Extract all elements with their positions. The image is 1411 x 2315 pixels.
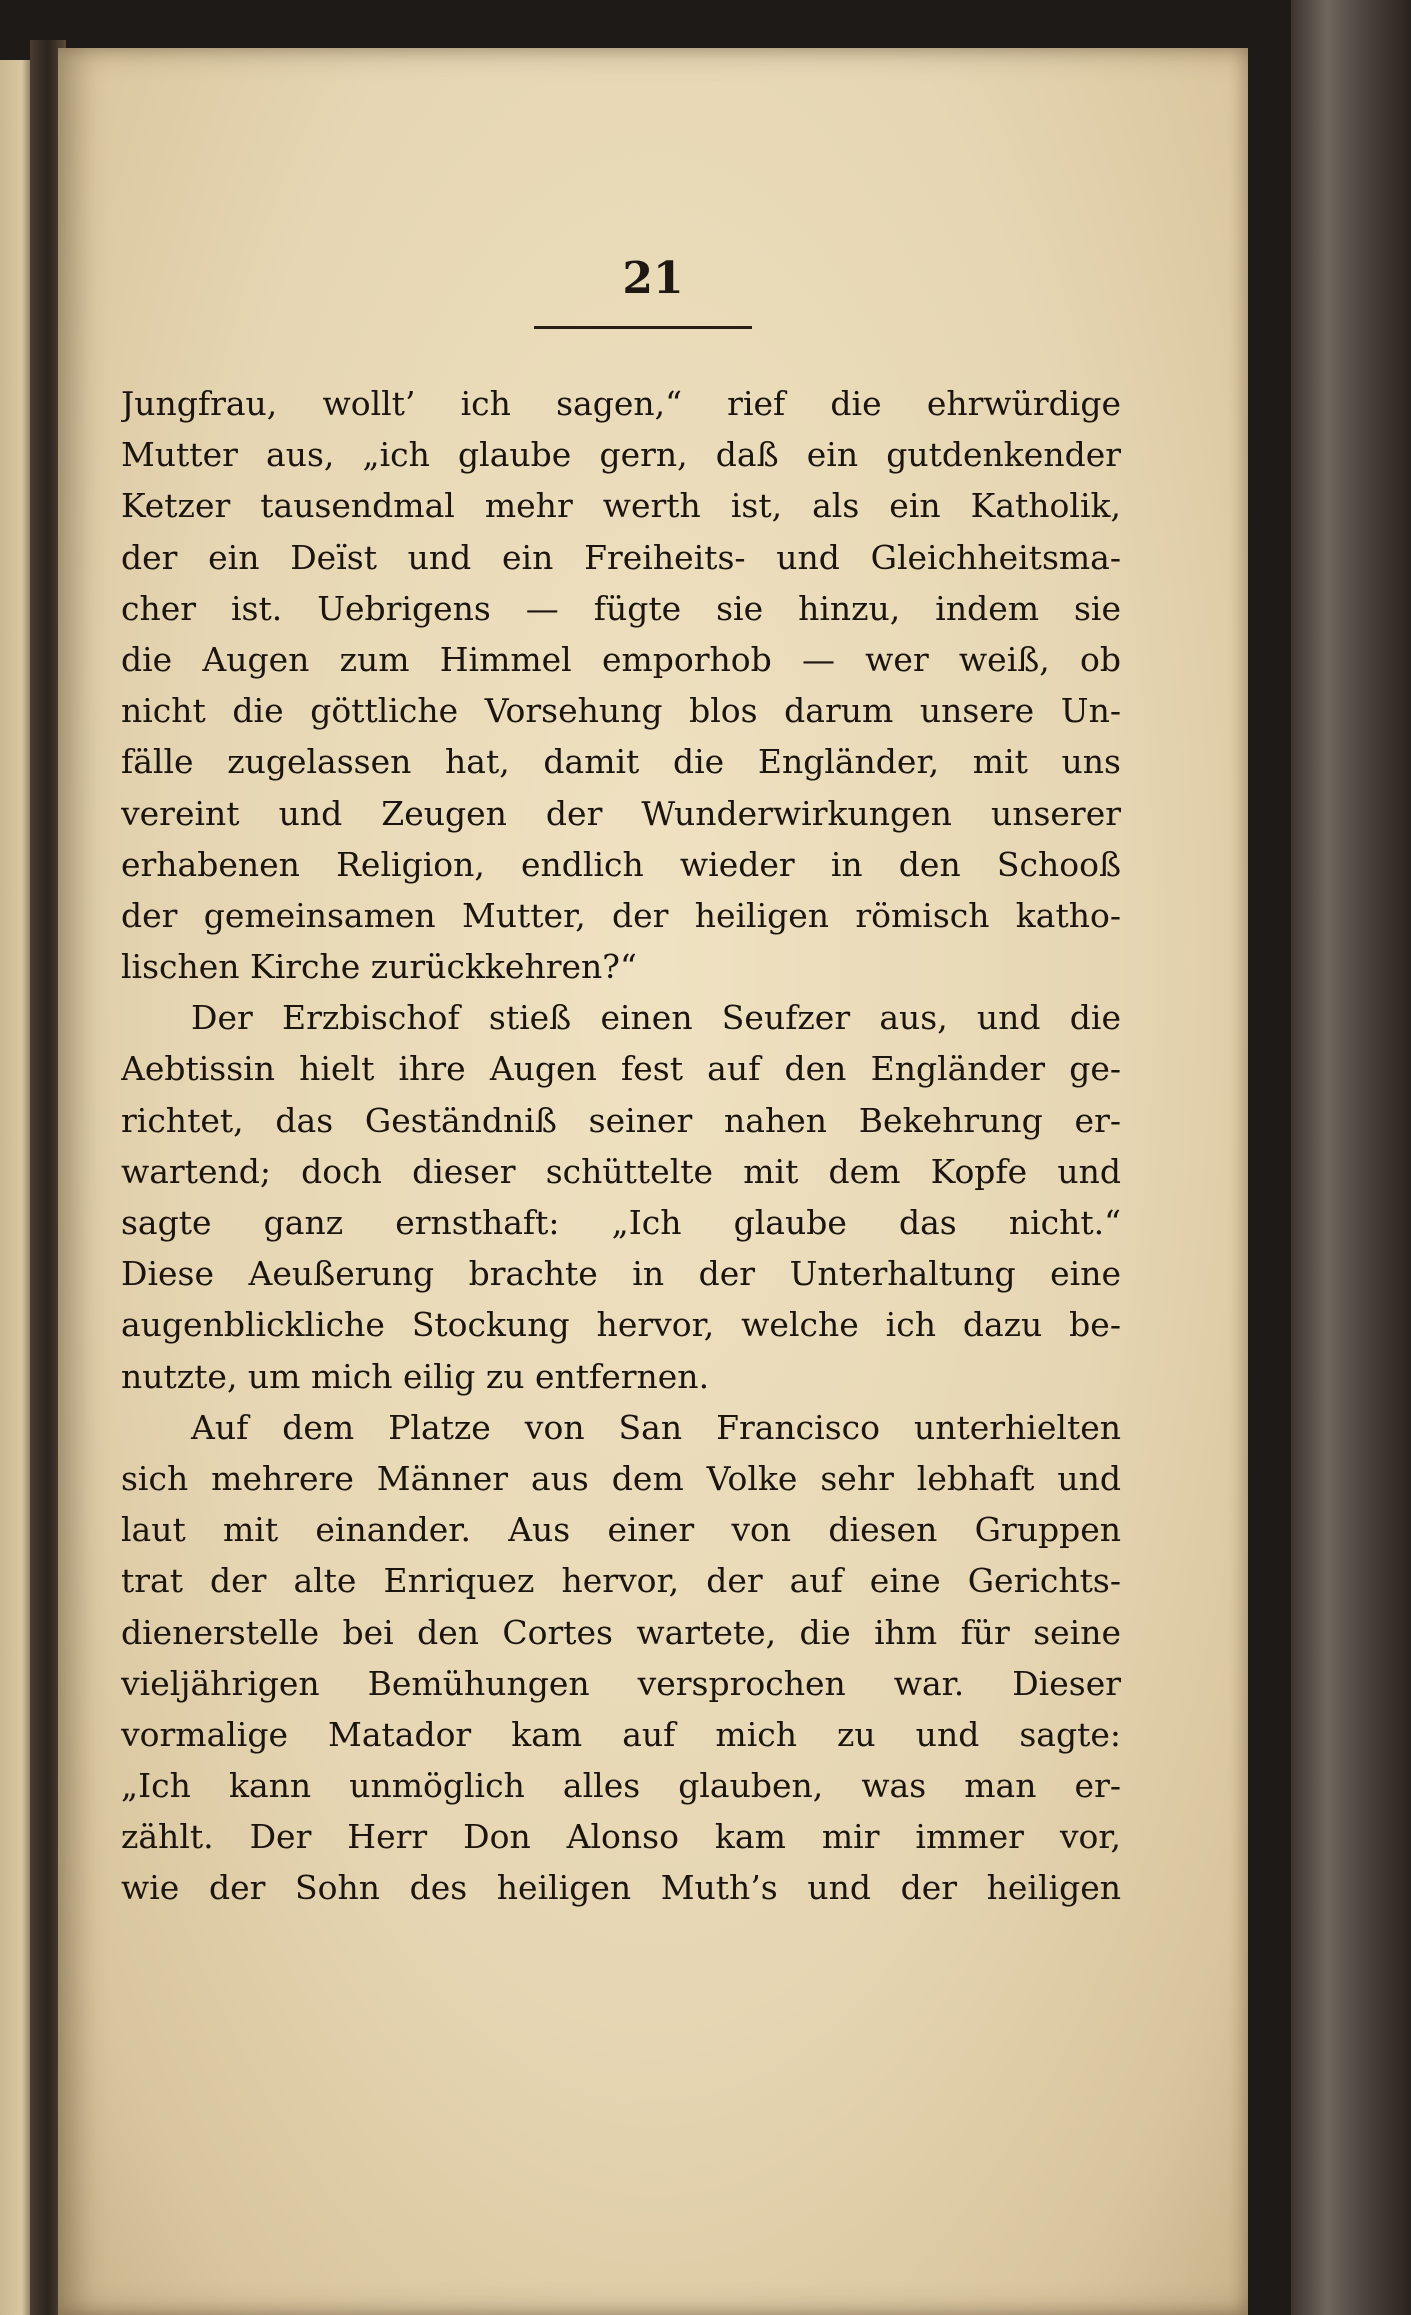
text-line: zählt. Der Herr Don Alonso kam mir immer vor, bbox=[121, 1817, 1121, 1857]
text-line: cher ist. Uebrigens — fügte sie hinzu, indem sie bbox=[121, 588, 1121, 628]
text-line: der ein Deïst und ein Freiheits- und Gleichheitsma- bbox=[121, 537, 1121, 577]
text-line: „Ich kann unmöglich alles glauben, was man er- bbox=[121, 1766, 1121, 1806]
book-cover-edge bbox=[1291, 0, 1411, 2315]
text-line: Ketzer tausendmal mehr werth ist, als ein Katholik, bbox=[121, 486, 1121, 526]
page-number: 21 bbox=[622, 253, 684, 304]
text-line: nicht die göttliche Vorsehung blos darum unsere Un- bbox=[121, 691, 1121, 731]
text-line: richtet, das Geständniß seiner nahen Bekehrung er- bbox=[121, 1100, 1121, 1140]
text-line: laut mit einander. Aus einer von diesen Gruppen bbox=[121, 1510, 1121, 1550]
text-line: erhabenen Religion, endlich wieder in den Schooß bbox=[121, 844, 1121, 884]
text-line: vieljährigen Bemühungen versprochen war. Dieser bbox=[121, 1663, 1121, 1703]
text-line: Jungfrau, wollt’ ich sagen,“ rief die ehrwürdige bbox=[121, 384, 1121, 423]
body-text bbox=[121, 378, 1121, 1914]
text-line: sagte ganz ernsthaft: „Ich glaube das nicht.“ bbox=[121, 1203, 1121, 1242]
text-line: der gemeinsamen Mutter, der heiligen römisch katho- bbox=[121, 895, 1121, 935]
text-line: wie der Sohn des heiligen Muth’s und der heiligen bbox=[121, 1868, 1121, 1908]
text-line: nutzte, um mich eilig zu entfernen. bbox=[121, 1356, 710, 1396]
text-line: die Augen zum Himmel emporhob — wer weiß, ob bbox=[121, 639, 1121, 679]
book-page bbox=[58, 48, 1248, 2315]
text-line: Diese Aeußerung brachte in der Unterhaltung eine bbox=[121, 1254, 1121, 1294]
text-line: augenblickliche Stockung hervor, welche ich dazu be- bbox=[121, 1305, 1121, 1345]
text-line: vormalige Matador kam auf mich zu und sagte: bbox=[121, 1714, 1121, 1754]
text-line: wartend; doch dieser schüttelte mit dem Kopfe und bbox=[121, 1151, 1121, 1191]
text-line: Aebtissin hielt ihre Augen fest auf den Engländer ge- bbox=[121, 1049, 1121, 1089]
text-line: lischen Kirche zurückkehren?“ bbox=[121, 947, 637, 987]
text-line: dienerstelle bei den Cortes wartete, die ihm für seine bbox=[121, 1612, 1121, 1652]
text-line: fälle zugelassen hat, damit die Engländer, mit uns bbox=[121, 742, 1121, 782]
text-line: trat der alte Enriquez hervor, der auf eine Gerichts- bbox=[121, 1561, 1121, 1601]
text-line: vereint und Zeugen der Wunderwirkungen unserer bbox=[121, 793, 1121, 833]
text-line: sich mehrere Männer aus dem Volke sehr lebhaft und bbox=[121, 1458, 1121, 1498]
text-line: Der Erzbischof stieß einen Seufzer aus, und die bbox=[191, 998, 1121, 1038]
text-line: Mutter aus, „ich glaube gern, daß ein gutdenkender bbox=[121, 435, 1121, 475]
header-rule bbox=[534, 326, 752, 329]
text-line: Auf dem Platze von San Francisco unterhielten bbox=[191, 1407, 1121, 1447]
